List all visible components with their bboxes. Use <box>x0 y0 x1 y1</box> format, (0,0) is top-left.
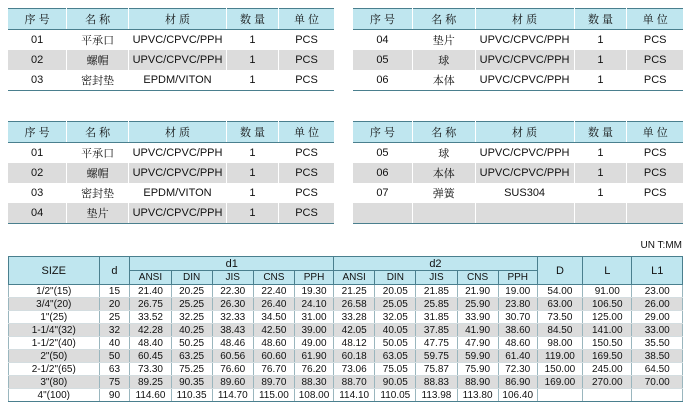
table-cell: 25.25 <box>171 298 212 311</box>
table-cell <box>537 389 582 402</box>
table-cell: 33.00 <box>632 324 683 337</box>
table-row <box>8 143 334 164</box>
table-cell: 88.30 <box>294 376 333 389</box>
table-cell: 4"(100) <box>9 389 100 402</box>
table-cell: 41.90 <box>457 324 498 337</box>
table-cell: 20.25 <box>171 285 212 298</box>
table-row <box>9 363 683 376</box>
table-cell: 89.60 <box>212 376 253 389</box>
table-cell: 1/2"(15) <box>9 285 100 298</box>
table-cell: 76.60 <box>212 363 253 376</box>
table-cell: 90.05 <box>375 376 416 389</box>
table-row <box>9 324 683 337</box>
table-cell: 1-1/4"(32) <box>9 324 100 337</box>
table-cell: 1 <box>574 30 627 51</box>
table-cell: 37.85 <box>416 324 457 337</box>
parts-table-2 <box>353 8 683 91</box>
table-cell: 32 <box>99 324 130 337</box>
table-cell: 19.30 <box>294 285 333 298</box>
table-cell: 88.83 <box>416 376 457 389</box>
table-cell: UPVC/CPVC/PPH <box>129 203 227 224</box>
table-cell: 1 <box>574 70 627 91</box>
table-cell: 21.40 <box>130 285 171 298</box>
standard-header: JIS <box>212 271 253 285</box>
table-cell: 26.75 <box>130 298 171 311</box>
table-cell: 42.28 <box>130 324 171 337</box>
table-cell: 106.40 <box>498 389 537 402</box>
parts-header-cell: 序 号 <box>353 9 412 30</box>
table-cell: UPVC/CPVC/PPH <box>129 143 227 164</box>
table-cell: 60.56 <box>212 350 253 363</box>
table-cell: 1 <box>226 70 278 91</box>
table-cell: 48.60 <box>253 337 294 350</box>
standard-header: JIS <box>416 271 457 285</box>
table-row <box>353 163 683 183</box>
table-cell: UPVC/CPVC/PPH <box>475 163 574 183</box>
table-cell: 60.18 <box>334 350 375 363</box>
table-cell: 48.46 <box>212 337 253 350</box>
table-cell: 48.12 <box>334 337 375 350</box>
parts-table-1 <box>8 8 334 91</box>
standard-header: ANSI <box>334 271 375 285</box>
table-cell: 110.35 <box>171 389 212 402</box>
table-cell <box>353 203 412 224</box>
table-cell: 38.60 <box>498 324 537 337</box>
parts-header-cell: 序 号 <box>353 122 412 143</box>
table-cell: 04 <box>8 203 67 224</box>
table-cell: 29.00 <box>632 311 683 324</box>
table-cell: 2-1/2"(65) <box>9 363 100 376</box>
table-cell <box>583 389 632 402</box>
table-cell: 49.00 <box>294 337 333 350</box>
table-cell: 119.00 <box>537 350 582 363</box>
table-cell: UPVC/CPVC/PPH <box>475 143 574 164</box>
table-cell: 47.75 <box>416 337 457 350</box>
table-cell: 1 <box>226 183 278 203</box>
table-row <box>9 376 683 389</box>
table-cell: 26.58 <box>334 298 375 311</box>
table-cell: 63.25 <box>171 350 212 363</box>
parts-header-cell: 材 质 <box>475 122 574 143</box>
d2-header: d2 <box>334 257 538 271</box>
table-row <box>353 143 683 164</box>
table-cell: 26.30 <box>212 298 253 311</box>
table-row <box>8 163 334 183</box>
table-cell: UPVC/CPVC/PPH <box>129 30 227 51</box>
table-cell: 06 <box>353 163 412 183</box>
L1-header: L1 <box>632 257 683 285</box>
table-cell: 169.50 <box>583 350 632 363</box>
standard-header: CNS <box>253 271 294 285</box>
table-cell: 22.30 <box>212 285 253 298</box>
table-cell: 1"(25) <box>9 311 100 324</box>
table-cell: 1 <box>574 50 627 70</box>
table-cell: 2"(50) <box>9 350 100 363</box>
table-row <box>8 183 334 203</box>
table-cell: 113.80 <box>457 389 498 402</box>
table-cell: PCS <box>279 163 334 183</box>
D-header: D <box>537 257 582 285</box>
table-cell: 114.70 <box>212 389 253 402</box>
standard-header: CNS <box>457 271 498 285</box>
table-cell: 169.00 <box>537 376 582 389</box>
table-cell: 25 <box>99 311 130 324</box>
table-cell: 61.40 <box>498 350 537 363</box>
table-cell: 50.05 <box>375 337 416 350</box>
table-row <box>9 350 683 363</box>
parts-header-cell: 序 号 <box>8 122 67 143</box>
table-cell: 23.80 <box>498 298 537 311</box>
table-row <box>353 183 683 203</box>
table-cell: 弹簧 <box>412 183 475 203</box>
table-cell: 75.90 <box>457 363 498 376</box>
table-cell: 30.70 <box>498 311 537 324</box>
table-cell: 1 <box>226 143 278 164</box>
table-cell <box>412 203 475 224</box>
table-cell: 19.00 <box>498 285 537 298</box>
table-cell: 50 <box>99 350 130 363</box>
table-cell: 03 <box>8 70 67 91</box>
table-cell: PCS <box>279 143 334 164</box>
table-cell: 89.25 <box>130 376 171 389</box>
table-cell: 螺帽 <box>67 163 129 183</box>
parts-header-cell: 单 位 <box>627 9 683 30</box>
table-cell: 88.90 <box>457 376 498 389</box>
table-cell: 38.43 <box>212 324 253 337</box>
table-cell: 螺帽 <box>67 50 129 70</box>
table-cell: 35.50 <box>632 337 683 350</box>
table-cell: 垫片 <box>67 203 129 224</box>
table-cell: 73.06 <box>334 363 375 376</box>
table-cell: 38.50 <box>632 350 683 363</box>
table-cell: 26.00 <box>632 298 683 311</box>
table-cell: 1 <box>574 183 627 203</box>
table-cell: 89.70 <box>253 376 294 389</box>
table-cell: PCS <box>627 143 683 164</box>
table-cell: 15 <box>99 285 130 298</box>
table-cell: 21.25 <box>334 285 375 298</box>
parts-header-cell: 数 量 <box>574 122 627 143</box>
table-cell: 63 <box>99 363 130 376</box>
table-cell <box>574 203 627 224</box>
table-cell: 06 <box>353 70 412 91</box>
table-cell: 48.40 <box>130 337 171 350</box>
table-cell: 75.87 <box>416 363 457 376</box>
table-cell: 本体 <box>412 163 475 183</box>
dimension-table <box>8 256 683 402</box>
table-cell: 03 <box>8 183 67 203</box>
table-cell: 1 <box>226 163 278 183</box>
table-cell: 39.00 <box>294 324 333 337</box>
table-cell: PCS <box>627 183 683 203</box>
table-cell: 245.00 <box>583 363 632 376</box>
table-cell: 25.05 <box>375 298 416 311</box>
parts-header-cell: 序 号 <box>8 9 67 30</box>
table-cell: PCS <box>279 183 334 203</box>
table-cell: 1 <box>226 50 278 70</box>
table-cell: UPVC/CPVC/PPH <box>475 50 574 70</box>
parts-header-cell: 数 量 <box>574 9 627 30</box>
table-cell <box>475 203 574 224</box>
table-cell: 91.00 <box>583 285 632 298</box>
table-row <box>9 311 683 324</box>
parts-header-cell: 材 质 <box>129 9 227 30</box>
table-cell: 04 <box>353 30 412 51</box>
size-header: SIZE <box>9 257 100 285</box>
table-cell: 33.28 <box>334 311 375 324</box>
table-cell: 106.50 <box>583 298 632 311</box>
table-cell: 59.90 <box>457 350 498 363</box>
table-cell: 115.00 <box>253 389 294 402</box>
table-cell: 40.25 <box>171 324 212 337</box>
table-cell: 84.50 <box>537 324 582 337</box>
table-cell: 34.50 <box>253 311 294 324</box>
table-cell: 47.90 <box>457 337 498 350</box>
table-cell: 114.60 <box>130 389 171 402</box>
d-header: d <box>99 257 130 285</box>
table-cell: EPDM/VITON <box>129 70 227 91</box>
table-cell: 54.00 <box>537 285 582 298</box>
table-row <box>8 70 334 91</box>
table-row <box>8 203 334 224</box>
table-cell: 23.00 <box>632 285 683 298</box>
table-cell: 21.85 <box>416 285 457 298</box>
table-cell: 60.45 <box>130 350 171 363</box>
parts-header-cell: 名 称 <box>412 122 475 143</box>
table-cell: 113.98 <box>416 389 457 402</box>
parts-header-cell: 单 位 <box>279 9 334 30</box>
table-cell: 密封垫 <box>67 70 129 91</box>
table-cell: UPVC/CPVC/PPH <box>129 163 227 183</box>
table-cell: 33.52 <box>130 311 171 324</box>
table-cell: 1 <box>574 143 627 164</box>
table-cell: 密封垫 <box>67 183 129 203</box>
standard-header: DIN <box>171 271 212 285</box>
table-cell: 64.50 <box>632 363 683 376</box>
table-cell: 02 <box>8 163 67 183</box>
table-cell: 32.33 <box>212 311 253 324</box>
table-cell: 76.20 <box>294 363 333 376</box>
table-cell: 05 <box>353 50 412 70</box>
table-cell: 平承口 <box>67 30 129 51</box>
parts-header-cell: 材 质 <box>475 9 574 30</box>
table-cell: 70.00 <box>632 376 683 389</box>
table-row <box>353 70 683 91</box>
standard-header: ANSI <box>130 271 171 285</box>
table-cell: UPVC/CPVC/PPH <box>129 50 227 70</box>
parts-header-cell: 单 位 <box>627 122 683 143</box>
table-row <box>353 203 683 224</box>
table-cell: 73.50 <box>537 311 582 324</box>
table-cell: PCS <box>279 203 334 224</box>
table-cell: 1 <box>574 163 627 183</box>
table-row <box>9 285 683 298</box>
table-cell: 60.60 <box>253 350 294 363</box>
table-cell: 72.30 <box>498 363 537 376</box>
table-cell: 61.90 <box>294 350 333 363</box>
parts-table-4 <box>353 121 683 224</box>
table-cell: 24.10 <box>294 298 333 311</box>
table-cell: 114.10 <box>334 389 375 402</box>
parts-header-cell: 名 称 <box>67 122 129 143</box>
table-cell: EPDM/VITON <box>129 183 227 203</box>
table-cell: 110.05 <box>375 389 416 402</box>
parts-header-cell: 名 称 <box>412 9 475 30</box>
table-cell: PCS <box>627 30 683 51</box>
table-cell: PCS <box>279 30 334 51</box>
standard-header: PPH <box>498 271 537 285</box>
table-cell: PCS <box>279 50 334 70</box>
table-row <box>9 298 683 311</box>
table-cell: 1-1/2"(40) <box>9 337 100 350</box>
table-cell: SUS304 <box>475 183 574 203</box>
table-cell: 270.00 <box>583 376 632 389</box>
table-row <box>9 337 683 350</box>
table-cell: 31.00 <box>294 311 333 324</box>
table-cell <box>632 389 683 402</box>
table-cell: 本体 <box>412 70 475 91</box>
table-cell: 75 <box>99 376 130 389</box>
parts-header-cell: 材 质 <box>129 122 227 143</box>
table-cell: 90 <box>99 389 130 402</box>
table-cell: 88.70 <box>334 376 375 389</box>
table-cell: 3/4"(20) <box>9 298 100 311</box>
table-row <box>353 30 683 51</box>
table-cell: PCS <box>627 163 683 183</box>
table-row <box>353 50 683 70</box>
table-cell: 150.00 <box>537 363 582 376</box>
table-cell: UPVC/CPVC/PPH <box>475 70 574 91</box>
table-row <box>9 389 683 402</box>
table-cell: 25.85 <box>416 298 457 311</box>
table-cell: 32.05 <box>375 311 416 324</box>
table-cell: 40.05 <box>375 324 416 337</box>
table-cell: 98.00 <box>537 337 582 350</box>
table-row <box>8 30 334 51</box>
table-cell: 48.60 <box>498 337 537 350</box>
table-cell: 33.90 <box>457 311 498 324</box>
table-cell: 141.00 <box>583 324 632 337</box>
table-cell: 59.75 <box>416 350 457 363</box>
table-cell: 25.90 <box>457 298 498 311</box>
table-cell: 3"(80) <box>9 376 100 389</box>
table-cell: 42.50 <box>253 324 294 337</box>
table-cell: 50.25 <box>171 337 212 350</box>
unit-label: UN T:MM <box>640 240 682 251</box>
d1-header: d1 <box>130 257 334 271</box>
table-cell: 75.05 <box>375 363 416 376</box>
table-cell: 20.05 <box>375 285 416 298</box>
table-cell: 90.35 <box>171 376 212 389</box>
table-cell: PCS <box>279 70 334 91</box>
table-cell: 21.90 <box>457 285 498 298</box>
table-cell: 73.30 <box>130 363 171 376</box>
table-cell: UPVC/CPVC/PPH <box>475 30 574 51</box>
table-cell: 150.50 <box>583 337 632 350</box>
table-cell: 02 <box>8 50 67 70</box>
table-cell: 63.05 <box>375 350 416 363</box>
standard-header: PPH <box>294 271 333 285</box>
table-cell: 63.00 <box>537 298 582 311</box>
table-cell: 平承口 <box>67 143 129 164</box>
table-cell: PCS <box>627 70 683 91</box>
table-cell: 22.40 <box>253 285 294 298</box>
table-cell: 20 <box>99 298 130 311</box>
L-header: L <box>583 257 632 285</box>
table-cell: 1 <box>226 203 278 224</box>
table-cell: 76.70 <box>253 363 294 376</box>
table-cell <box>627 203 683 224</box>
parts-table-3 <box>8 121 334 224</box>
table-cell: 26.40 <box>253 298 294 311</box>
table-cell: 42.05 <box>334 324 375 337</box>
table-cell: 32.25 <box>171 311 212 324</box>
table-cell: 01 <box>8 143 67 164</box>
table-cell: 31.85 <box>416 311 457 324</box>
table-cell: 05 <box>353 143 412 164</box>
table-cell: 01 <box>8 30 67 51</box>
table-cell: 125.00 <box>583 311 632 324</box>
parts-header-cell: 名 称 <box>67 9 129 30</box>
table-cell: 86.90 <box>498 376 537 389</box>
standard-header: DIN <box>375 271 416 285</box>
table-cell: 1 <box>226 30 278 51</box>
table-cell: PCS <box>627 50 683 70</box>
parts-header-cell: 数 量 <box>226 9 278 30</box>
table-row <box>8 50 334 70</box>
parts-header-cell: 单 位 <box>279 122 334 143</box>
table-cell: 07 <box>353 183 412 203</box>
table-cell: 40 <box>99 337 130 350</box>
table-cell: 108.00 <box>294 389 333 402</box>
table-cell: 球 <box>412 50 475 70</box>
parts-header-cell: 数 量 <box>226 122 278 143</box>
table-cell: 球 <box>412 143 475 164</box>
table-cell: 75.25 <box>171 363 212 376</box>
table-cell: 垫片 <box>412 30 475 51</box>
